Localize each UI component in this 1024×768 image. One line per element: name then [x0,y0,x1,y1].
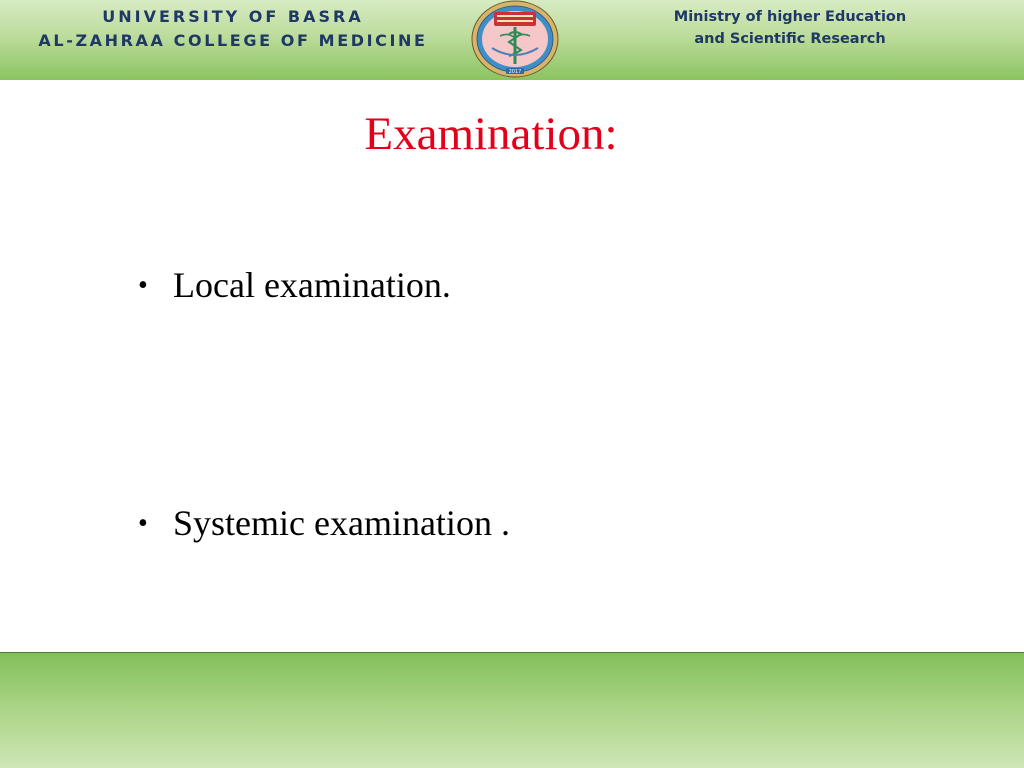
ministry-line-1: Ministry of higher Education [673,9,907,25]
bullet-text: Systemic examination . [173,503,510,543]
college-seal-icon [470,0,560,80]
college-name: AL-ZAHRAA COLLEGE OF MEDICINE [38,31,428,50]
ministry-block [625,6,955,50]
slide-title: Examination: [364,108,618,160]
bullet-item-systemic-examination [138,501,510,546]
header-band [0,0,1024,80]
institution-block [0,6,466,52]
university-name: UNIVERSITY OF BASRA [102,7,364,26]
bullet-text: Local examination. [173,265,451,305]
bullet-icon: • [138,508,148,539]
seal-year: 2017 [508,69,522,75]
ministry-line-2: and Scientific Research [694,31,886,47]
bullet-icon: • [138,270,148,301]
footer-band [0,652,1024,768]
bullet-item-local-examination [138,263,451,308]
